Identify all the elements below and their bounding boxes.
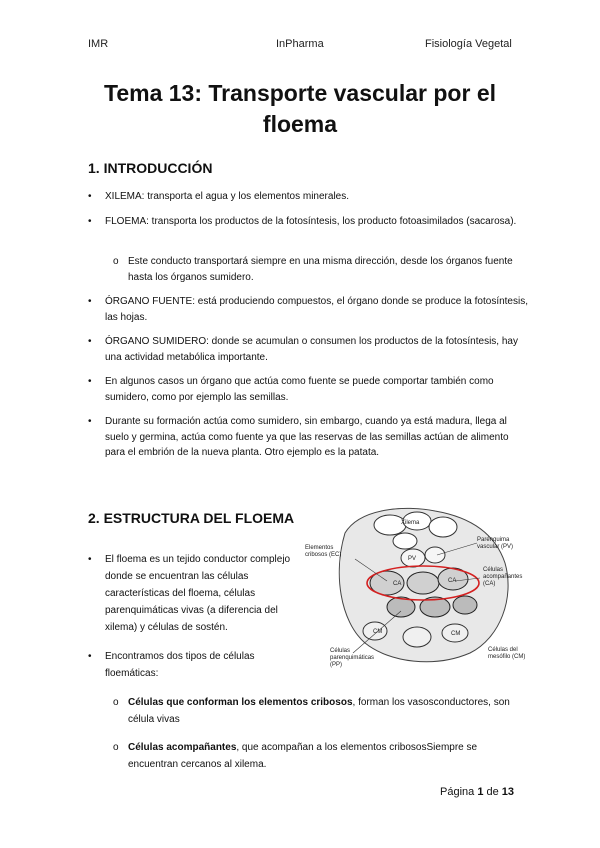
header-center: InPharma bbox=[276, 38, 324, 50]
diagram-label-xilema: Xilema bbox=[401, 520, 420, 526]
list-item: • Encontramos dos tipos de células floemáticas: bbox=[88, 648, 308, 682]
diagram-label-ca: CA bbox=[448, 578, 457, 584]
diagram-label-pp: Células bbox=[330, 648, 351, 654]
list-item: • Durante su formación actúa como sumidero, sin embargo, cuando ya está madura, llega al suelo y germina, actúa como fuente ya que las reservas de las semillas actúan de alimento para el embrión de la nueva planta. Otro ejemplo es la patata. bbox=[88, 416, 509, 458]
header-right: Fisiología Vegetal bbox=[425, 38, 512, 50]
list-item: • En algunos casos un órgano que actúa como fuente se puede comportar también como sumidero, como por ejemplo las semillas. bbox=[88, 376, 494, 403]
diagram-label-ca: (CA) bbox=[483, 581, 496, 587]
diagram-label-cm: CM bbox=[373, 629, 383, 635]
diagram-label-cm: CM bbox=[451, 631, 461, 637]
page-number: 1 bbox=[477, 786, 484, 798]
sub-list-item: o Células que conforman los elementos cribosos, forman los vasosconductores, son célula vivas bbox=[113, 694, 513, 728]
sub-bullet-icon: o bbox=[113, 256, 119, 267]
sub-list-item: o Este conducto transportará siempre en una misma dirección, desde los órganos fuente hasta los órganos sumidero. bbox=[113, 256, 513, 283]
diagram-label-pv: vascular (PV) bbox=[477, 544, 514, 550]
bullet-icon: • bbox=[88, 554, 92, 565]
title-line-2: floema bbox=[262, 111, 338, 137]
section-heading-intro: 1. INTRODUCCIÓN bbox=[88, 160, 213, 176]
page-footer: Página 1 de 13 bbox=[440, 786, 515, 798]
phloem-diagram bbox=[305, 503, 530, 668]
bullet-icon: • bbox=[88, 296, 92, 307]
title-line-1: Tema 13: Transporte vascular por el bbox=[103, 80, 496, 106]
diagram-label-pp: (PP) bbox=[330, 662, 342, 668]
diagram-label-ec: cribosos (EC) bbox=[305, 552, 342, 558]
diagram-label-pp: parenquimáticas bbox=[330, 655, 375, 661]
list-item: • XILEMA: transporta el agua y los elementos minerales. bbox=[88, 189, 528, 205]
sub-bullet-icon: o bbox=[113, 697, 119, 708]
bullet-icon: • bbox=[88, 191, 92, 202]
bullet-icon: • bbox=[88, 336, 92, 347]
diagram-label-ca: CA bbox=[393, 581, 402, 587]
bullet-icon: • bbox=[88, 651, 92, 662]
bullet-icon: • bbox=[88, 216, 92, 227]
diagram-label-ca: acompañantes bbox=[483, 574, 523, 580]
page-title bbox=[60, 78, 540, 140]
list-item: • ÓRGANO FUENTE: está produciendo compuestos, el órgano donde se produce la fotosíntesis, las hojas. bbox=[88, 296, 528, 323]
list-item: • El floema es un tejido conductor complejo donde se encuentran las células características del floema, células parenquimáticas vivas (a diferencia del xilema) y células de sostén. bbox=[88, 551, 308, 636]
bullet-icon: • bbox=[88, 416, 92, 427]
list-item: • ÓRGANO SUMIDERO: donde se acumulan o consumen los productos de la fotosíntesis, hay una actividad metabólica importante. bbox=[88, 336, 518, 363]
diagram-label-pv: Parénquima bbox=[477, 537, 510, 543]
sub-list-item: o Células acompañantes, que acompañan a los elementos cribososSiempre se encuentran cercanos al xilema. bbox=[113, 739, 513, 773]
header-left: IMR bbox=[88, 38, 109, 50]
diagram-label-cm: mesófilo (CM) bbox=[488, 654, 526, 660]
diagram-label-pv: PV bbox=[408, 556, 417, 562]
section-heading-estructura: 2. ESTRUCTURA DEL FLOEMA bbox=[88, 510, 295, 526]
sub-bullet-icon: o bbox=[113, 742, 119, 753]
list-item: • FLOEMA: transporta los productos de la fotosíntesis, los producto fotoasimilados (sacarosa). bbox=[88, 214, 528, 230]
diagram-label-ec: Elementos bbox=[305, 545, 334, 551]
bullet-icon: • bbox=[88, 376, 92, 387]
diagram-label-cm: Células del bbox=[488, 647, 518, 653]
diagram-label-ca: Células bbox=[483, 567, 504, 573]
page-total: 13 bbox=[501, 786, 515, 798]
